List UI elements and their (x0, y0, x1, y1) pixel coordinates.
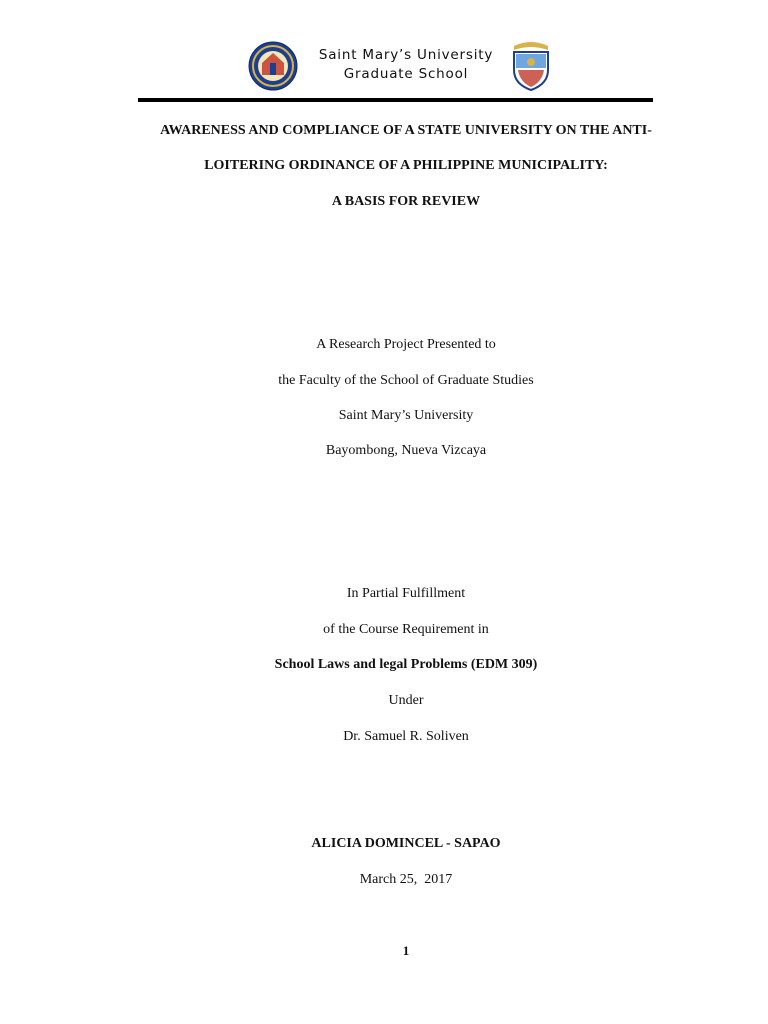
presentation-line-2: the Faculty of the School of Graduate Studies (278, 373, 534, 388)
title-line-2: LOITERING ORDINANCE OF A PHILIPPINE MUNICIPALITY: (204, 158, 608, 173)
university-seal-icon (248, 41, 298, 91)
presentation-line-3: Saint Mary’s University (338, 408, 474, 423)
course-title: School Laws and legal Problems (EDM 309) (274, 657, 538, 672)
submission-date: March 25, 2017 (359, 872, 453, 887)
title-line-1: AWARENESS AND COMPLIANCE OF A STATE UNIVERSITY ON THE ANTI- (160, 123, 652, 138)
graduate-school-crest-icon (506, 40, 556, 92)
fulfillment-line-2: of the Course Requirement in (323, 622, 489, 637)
university-name: Saint Mary’s University (318, 47, 494, 63)
presentation-line-1: A Research Project Presented to (316, 337, 496, 352)
header-divider (138, 98, 653, 102)
title-line-3: A BASIS FOR REVIEW (331, 194, 481, 209)
author-name: ALICIA DOMINCEL - SAPAO (311, 836, 501, 851)
presentation-line-4: Bayombong, Nueva Vizcaya (325, 443, 487, 458)
fulfillment-line-1: In Partial Fulfillment (346, 586, 466, 601)
under-label: Under (388, 693, 424, 708)
school-name: Graduate School (343, 66, 469, 82)
adviser-name: Dr. Samuel R. Soliven (343, 729, 469, 744)
page-number: 1 (402, 943, 410, 958)
